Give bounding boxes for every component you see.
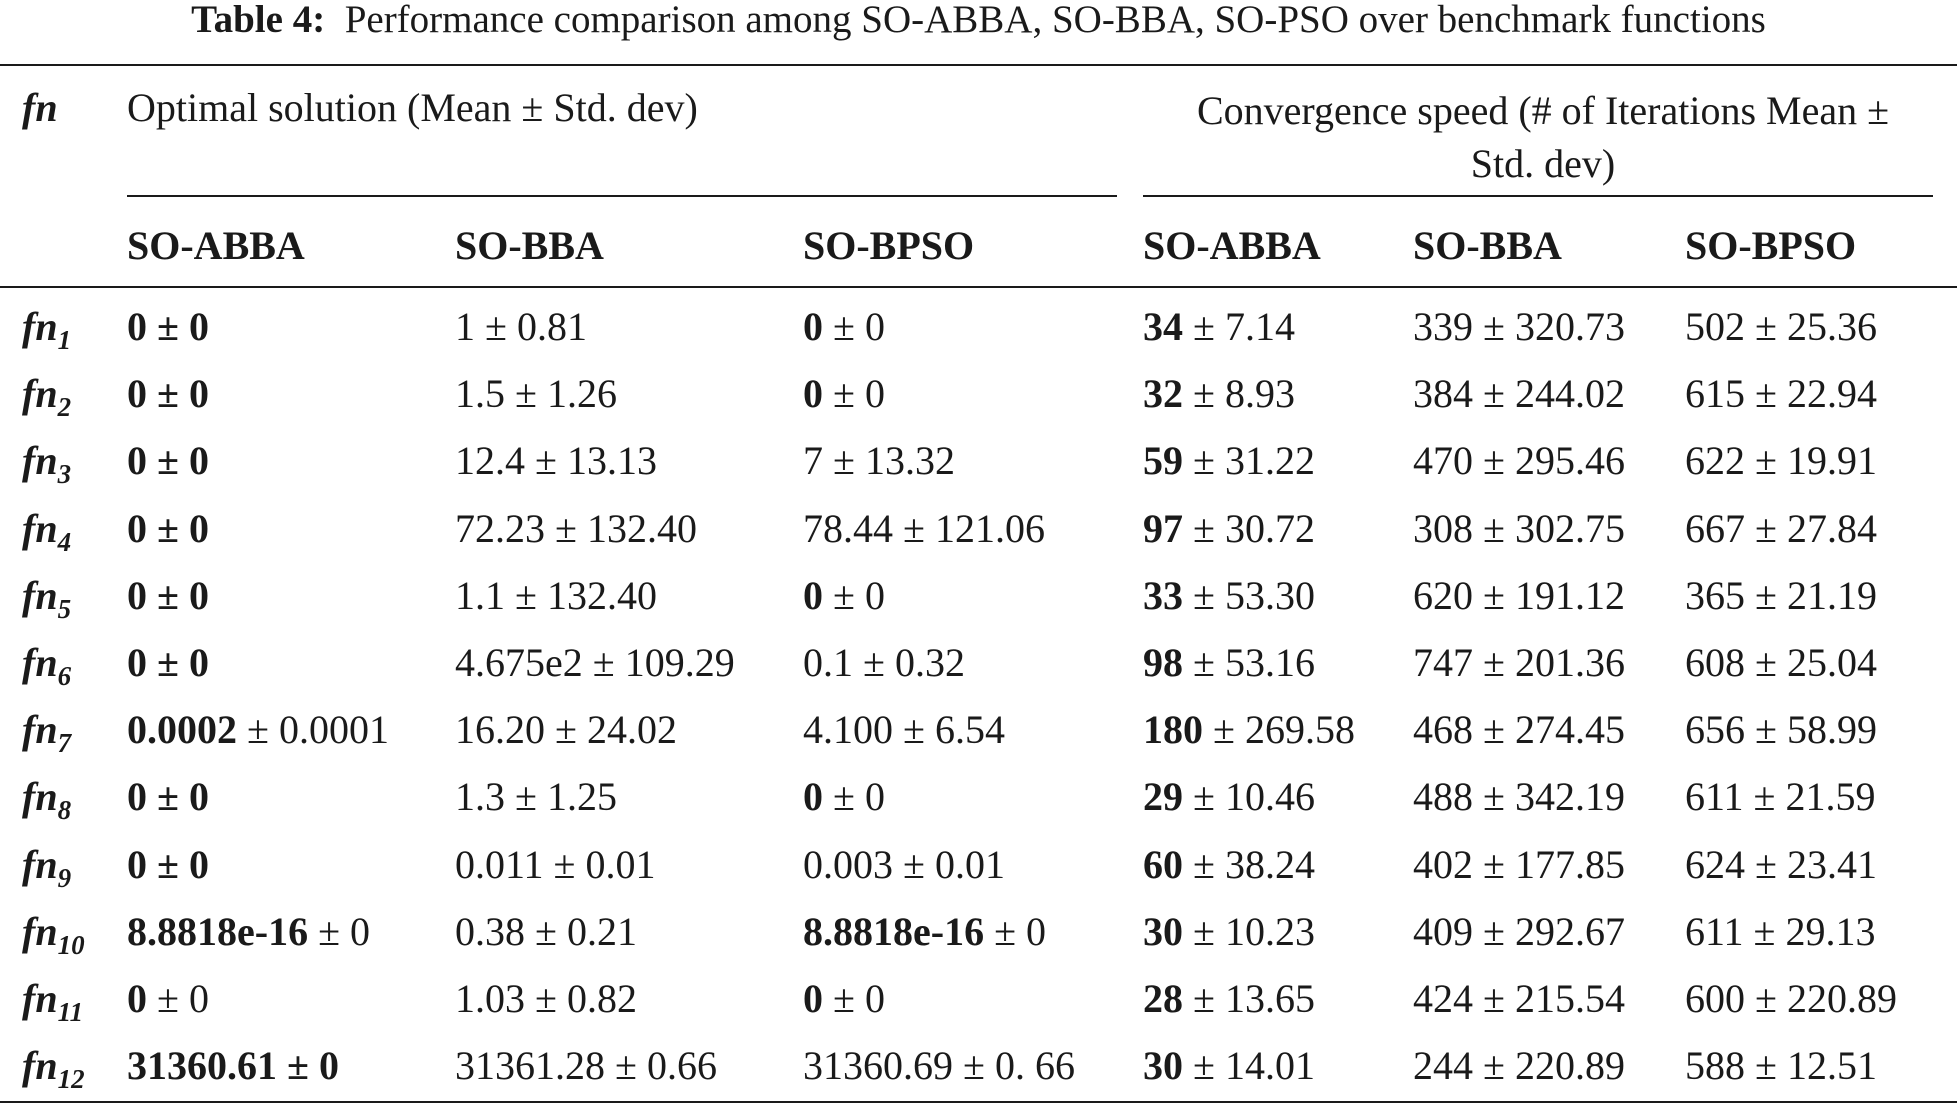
cell-conv-so-bpso [1685, 437, 1877, 485]
cell-conv-so-bba [1413, 706, 1625, 754]
cell-value: ± 53.30 [1183, 573, 1315, 618]
cell-conv-so-bpso [1685, 370, 1877, 418]
cell-value: 667 ± 27.84 [1685, 506, 1877, 551]
row-fn-label [22, 303, 72, 355]
col-header-conv-so-bpso: SO-BPSO [1685, 223, 1857, 268]
cell-value: ± 13.65 [1183, 976, 1315, 1021]
row-fn-label [22, 975, 84, 1027]
cell-opt-so-abba [127, 908, 370, 956]
cell-conv-so-abba [1143, 303, 1295, 351]
fn-name: fn [22, 774, 58, 819]
cell-value: 622 ± 19.91 [1685, 438, 1877, 483]
fn-name: fn [22, 842, 58, 887]
cell-bold-value: 30 [1143, 1043, 1183, 1088]
cell-value: 308 ± 302.75 [1413, 506, 1625, 551]
cell-value: 7 ± 13.32 [803, 438, 955, 483]
cell-value: ± 269.58 [1203, 707, 1355, 752]
cell-value: 424 ± 215.54 [1413, 976, 1625, 1021]
fn-name: fn [22, 573, 58, 618]
cell-value: 4.100 ± 6.54 [803, 707, 1005, 752]
col-header-opt-so-bba: SO-BBA [455, 223, 604, 268]
cell-opt-so-abba [127, 303, 209, 351]
cell-value: 608 ± 25.04 [1685, 640, 1877, 685]
cell-opt-so-bba [455, 572, 657, 620]
convergence-speed-header [1143, 84, 1943, 190]
fn-subscript: 4 [57, 527, 72, 557]
cell-value: 1.03 ± 0.82 [455, 976, 637, 1021]
cell-opt-so-bpso [803, 437, 955, 485]
cell-value: ± 53.16 [1183, 640, 1315, 685]
cell-conv-so-abba [1143, 975, 1315, 1023]
fn-column-header: fn [22, 85, 58, 130]
cell-opt-so-abba [127, 773, 209, 821]
cell-opt-so-abba [127, 639, 209, 687]
cell-conv-so-bba [1413, 505, 1625, 553]
cell-value: 31360.69 ± 0. 66 [803, 1043, 1075, 1088]
cell-opt-so-bba [455, 1042, 717, 1090]
cell-value: 1.3 ± 1.25 [455, 774, 617, 819]
cell-conv-so-bba [1413, 908, 1625, 956]
cell-conv-so-bpso [1685, 572, 1877, 620]
cell-value: 72.23 ± 132.40 [455, 506, 697, 551]
cell-conv-so-abba [1143, 841, 1315, 889]
cell-conv-so-bba [1413, 975, 1625, 1023]
cell-bold-value: 29 [1143, 774, 1183, 819]
cell-conv-so-abba [1143, 1042, 1315, 1090]
cell-value: ± 0 [823, 371, 885, 416]
bottom-rule [0, 1101, 1957, 1103]
cell-value: 4.675e2 ± 109.29 [455, 640, 735, 685]
cell-bold-value: 33 [1143, 573, 1183, 618]
cell-value: ± 0 [984, 909, 1047, 954]
cell-bold-value: 0 ± 0 [127, 304, 209, 349]
cell-conv-so-abba [1143, 505, 1315, 553]
cell-conv-so-bba [1413, 572, 1625, 620]
cell-value: 502 ± 25.36 [1685, 304, 1877, 349]
row-fn-label [22, 505, 72, 557]
row-fn-label [22, 437, 72, 489]
cell-bold-value: 0 [127, 976, 147, 1021]
cell-value: 1.5 ± 1.26 [455, 371, 617, 416]
cell-conv-so-bpso [1685, 773, 1875, 821]
fn-subscript: 11 [57, 997, 84, 1027]
cell-value: ± 0 [308, 909, 371, 954]
top-rule [0, 64, 1957, 66]
cell-value: 588 ± 12.51 [1685, 1043, 1877, 1088]
cell-opt-so-bba [455, 639, 735, 687]
cell-value: 339 ± 320.73 [1413, 304, 1625, 349]
cell-value: ± 0 [823, 304, 885, 349]
cell-conv-so-bba [1413, 437, 1625, 485]
cell-opt-so-bpso [803, 1042, 1075, 1090]
cell-value: 1 ± 0.81 [455, 304, 587, 349]
cell-value: ± 10.46 [1183, 774, 1315, 819]
cell-value: 0.011 ± 0.01 [455, 842, 656, 887]
cell-value: 611 ± 21.59 [1685, 774, 1876, 819]
fn-name: fn [22, 909, 58, 954]
cell-opt-so-bba [455, 505, 697, 553]
cell-bold-value: 0 [803, 371, 823, 416]
cell-value: 615 ± 22.94 [1685, 371, 1877, 416]
optimal-solution-header: Optimal solution (Mean ± Std. dev) [127, 85, 698, 130]
cell-value: 365 ± 21.19 [1685, 573, 1877, 618]
cell-bold-value: 30 [1143, 909, 1183, 954]
row-fn-label [22, 1042, 85, 1094]
cell-conv-so-bpso [1685, 841, 1877, 889]
cell-opt-so-abba [127, 505, 209, 553]
cell-bold-value: 0 ± 0 [127, 506, 209, 551]
cell-opt-so-bpso [803, 303, 885, 351]
fn-subscript: 8 [57, 795, 72, 825]
cell-opt-so-bpso [803, 706, 1005, 754]
fn-subscript: 10 [57, 930, 85, 960]
cell-conv-so-abba [1143, 773, 1315, 821]
cell-value: 488 ± 342.19 [1413, 774, 1625, 819]
cell-bold-value: 8.8818e-16 [803, 909, 985, 954]
cell-conv-so-abba [1143, 370, 1295, 418]
cell-value: ± 8.93 [1183, 371, 1295, 416]
fn-subscript: 5 [57, 594, 72, 624]
cell-opt-so-abba [127, 572, 209, 620]
cell-bold-value: 97 [1143, 506, 1183, 551]
cell-bold-value: 0 [803, 304, 823, 349]
cell-bold-value: 0 ± 0 [127, 371, 209, 416]
col-header-conv-so-bba: SO-BBA [1413, 223, 1562, 268]
cell-value: ± 0 [147, 976, 209, 1021]
cell-conv-so-bba [1413, 1042, 1625, 1090]
cell-value: ± 0 [823, 573, 885, 618]
fn-subscript: 1 [57, 325, 72, 355]
cell-opt-so-bba [455, 908, 637, 956]
fn-subscript: 2 [57, 392, 72, 422]
cell-value: ± 0 [823, 774, 885, 819]
cell-bold-value: 59 [1143, 438, 1183, 483]
cell-value: ± 7.14 [1183, 304, 1295, 349]
col-header-opt-so-abba: SO-ABBA [127, 223, 305, 268]
fn-name: fn [22, 506, 58, 551]
cell-value: ± 10.23 [1183, 909, 1315, 954]
table-caption [0, 0, 1957, 40]
fn-subscript: 9 [57, 863, 72, 893]
caption-label: Table 4: [191, 0, 326, 41]
cell-bold-value: 8.8818e-16 [127, 909, 309, 954]
cell-value: 468 ± 274.45 [1413, 707, 1625, 752]
cell-value: ± 0 [823, 976, 885, 1021]
cell-conv-so-abba [1143, 437, 1315, 485]
cell-opt-so-bba [455, 975, 637, 1023]
cell-bold-value: 0 ± 0 [127, 573, 209, 618]
cell-opt-so-bba [455, 841, 655, 889]
fn-name: fn [22, 304, 58, 349]
row-fn-label [22, 773, 72, 825]
cell-bold-value: 0 [803, 774, 823, 819]
cell-bold-value: 28 [1143, 976, 1183, 1021]
fn-name: fn [22, 976, 58, 1021]
header-bottom-rule [0, 286, 1957, 288]
cell-opt-so-bba [455, 303, 587, 351]
caption-text: Performance comparison among SO-ABBA, SO-BBA, SO-PSO over benchmark functions [344, 0, 1766, 41]
convergence-group-rule [1143, 195, 1933, 197]
fn-subscript: 6 [57, 661, 72, 691]
cell-conv-so-abba [1143, 572, 1315, 620]
cell-opt-so-bba [455, 773, 617, 821]
cell-value: 1.1 ± 132.40 [455, 573, 657, 618]
cell-conv-so-bba [1413, 370, 1625, 418]
cell-conv-so-abba [1143, 908, 1315, 956]
cell-opt-so-bpso [803, 773, 885, 821]
cell-conv-so-bpso [1685, 505, 1877, 553]
cell-conv-so-bpso [1685, 639, 1877, 687]
row-fn-label [22, 370, 72, 422]
cell-value: 31361.28 ± 0.66 [455, 1043, 717, 1088]
convergence-header-line2: Std. dev) [1470, 141, 1616, 186]
fn-subscript: 7 [57, 728, 72, 758]
cell-opt-so-abba [127, 437, 209, 485]
convergence-header-line1: Convergence speed (# of Iterations Mean ± [1196, 88, 1890, 133]
fn-subscript: 12 [57, 1064, 85, 1094]
cell-opt-so-bpso [803, 841, 1005, 889]
fn-subscript: 3 [57, 459, 72, 489]
cell-value: 470 ± 295.46 [1413, 438, 1625, 483]
cell-value: ± 30.72 [1183, 506, 1315, 551]
col-header-conv-so-abba: SO-ABBA [1143, 223, 1321, 268]
cell-value: ± 14.01 [1183, 1043, 1315, 1088]
fn-name: fn [22, 640, 58, 685]
cell-conv-so-abba [1143, 706, 1355, 754]
optimal-group-rule [127, 195, 1117, 197]
cell-bold-value: 0 [803, 573, 823, 618]
cell-opt-so-abba [127, 841, 209, 889]
cell-conv-so-bba [1413, 841, 1625, 889]
cell-bold-value: 0 ± 0 [127, 640, 209, 685]
cell-bold-value: 31360.61 ± 0 [127, 1043, 339, 1088]
cell-conv-so-bba [1413, 639, 1625, 687]
cell-value: ± 38.24 [1183, 842, 1315, 887]
cell-conv-so-bba [1413, 303, 1625, 351]
cell-conv-so-abba [1143, 639, 1315, 687]
cell-conv-so-bpso [1685, 303, 1877, 351]
row-fn-label [22, 841, 72, 893]
cell-bold-value: 0 ± 0 [127, 774, 209, 819]
cell-value: 600 ± 220.89 [1685, 976, 1897, 1021]
cell-value: 0.38 ± 0.21 [455, 909, 637, 954]
cell-conv-so-bba [1413, 773, 1625, 821]
cell-value: ± 31.22 [1183, 438, 1315, 483]
cell-bold-value: 180 [1143, 707, 1203, 752]
cell-value: 611 ± 29.13 [1685, 909, 1876, 954]
cell-bold-value: 0 ± 0 [127, 842, 209, 887]
fn-name: fn [22, 438, 58, 483]
cell-conv-so-bpso [1685, 706, 1877, 754]
cell-opt-so-bpso [803, 975, 885, 1023]
cell-conv-so-bpso [1685, 975, 1897, 1023]
cell-value: 0.1 ± 0.32 [803, 640, 965, 685]
row-fn-label [22, 706, 72, 758]
row-fn-label [22, 908, 85, 960]
cell-bold-value: 32 [1143, 371, 1183, 416]
cell-value: 747 ± 201.36 [1413, 640, 1625, 685]
cell-opt-so-bba [455, 706, 677, 754]
cell-bold-value: 0 [803, 976, 823, 1021]
cell-opt-so-abba [127, 370, 209, 418]
cell-value: 402 ± 177.85 [1413, 842, 1625, 887]
cell-value: 16.20 ± 24.02 [455, 707, 677, 752]
cell-value: 384 ± 244.02 [1413, 371, 1625, 416]
cell-opt-so-abba [127, 1042, 339, 1090]
cell-opt-so-bpso [803, 908, 1046, 956]
cell-bold-value: 60 [1143, 842, 1183, 887]
cell-opt-so-bpso [803, 639, 965, 687]
cell-value: 0.003 ± 0.01 [803, 842, 1005, 887]
cell-value: 12.4 ± 13.13 [455, 438, 657, 483]
cell-conv-so-bpso [1685, 908, 1875, 956]
cell-opt-so-abba [127, 706, 389, 754]
cell-value: 656 ± 58.99 [1685, 707, 1877, 752]
cell-value: 78.44 ± 121.06 [803, 506, 1045, 551]
fn-name: fn [22, 1043, 58, 1088]
cell-bold-value: 0.0002 [127, 707, 237, 752]
cell-value: 624 ± 23.41 [1685, 842, 1877, 887]
cell-opt-so-bpso [803, 505, 1045, 553]
cell-bold-value: 98 [1143, 640, 1183, 685]
cell-bold-value: 0 ± 0 [127, 438, 209, 483]
cell-value: 409 ± 292.67 [1413, 909, 1625, 954]
cell-opt-so-abba [127, 975, 209, 1023]
cell-opt-so-bba [455, 370, 617, 418]
row-fn-label [22, 572, 72, 624]
cell-opt-so-bpso [803, 572, 885, 620]
cell-opt-so-bba [455, 437, 657, 485]
cell-value: ± 0.0001 [237, 707, 389, 752]
cell-bold-value: 34 [1143, 304, 1183, 349]
col-header-opt-so-bpso: SO-BPSO [803, 223, 975, 268]
cell-conv-so-bpso [1685, 1042, 1877, 1090]
fn-name: fn [22, 707, 58, 752]
cell-value: 620 ± 191.12 [1413, 573, 1625, 618]
row-fn-label [22, 639, 72, 691]
fn-name: fn [22, 371, 58, 416]
cell-value: 244 ± 220.89 [1413, 1043, 1625, 1088]
cell-opt-so-bpso [803, 370, 885, 418]
